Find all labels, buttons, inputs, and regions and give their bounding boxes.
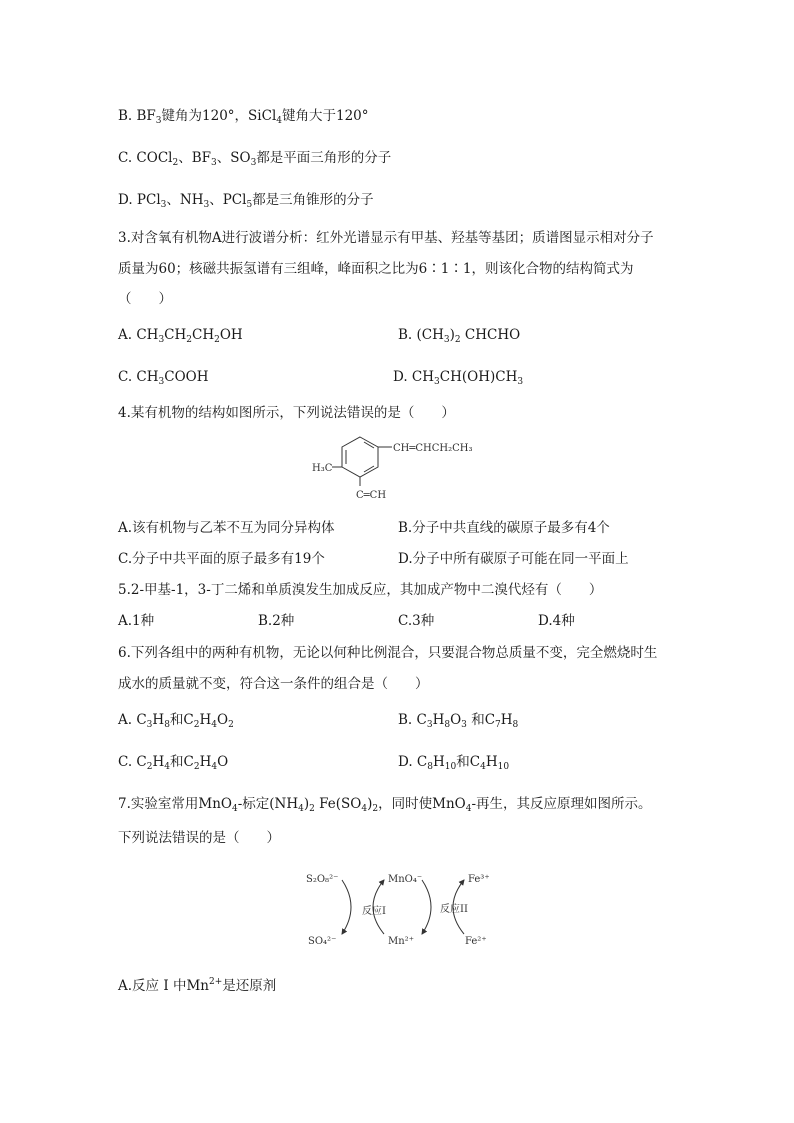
q4-stem: 4.某有机物的结构如图所示，下列说法错误的是（ ） (118, 405, 455, 421)
q4-option-b: B.分子中共直线的碳原子最多有4个 (398, 520, 610, 536)
q3-stem-line2: 质量为60；核磁共振氢谱有三组峰，峰面积之比为6∶1∶1，则该化合物的结构简式为 (118, 261, 634, 277)
q5-option-d: D.4种 (538, 613, 575, 629)
arc-mno4-to-mn2 (422, 880, 431, 934)
q7-option-a: A.反应 I 中$Mn^{2+}$是还原剂 (118, 977, 277, 994)
q7-reaction-diagram (300, 862, 510, 952)
q6-option-d: D. $C_8H_{10}$和$C_4H_{10}$ (398, 754, 510, 772)
substituent-left: H₃C (312, 463, 333, 474)
fe2-label: Fe²⁺ (465, 936, 487, 947)
substituent-right: CH═CHCH₂CH₃ (393, 443, 473, 454)
s2o8-label: S₂O₈²⁻ (306, 874, 339, 885)
fe3-label: Fe³⁺ (468, 874, 490, 885)
reaction-2-label: 反应II (440, 904, 468, 915)
mn2-label: Mn²⁺ (388, 936, 414, 947)
q4-structure-diagram (300, 432, 540, 512)
substituent-bottom: C═CH (356, 490, 387, 501)
q2-option-c: C. COCl$_2$、$BF_3$、$SO_3$都是平面三角形的分子 (118, 150, 392, 168)
q2-option-d: D. PCl$_3$、$NH_3$、PCl$_5$都是三角锥形的分子 (118, 192, 374, 210)
q3-option-d: D. $CH_3CH(OH)CH_3$ (393, 369, 524, 387)
q5-option-a: A.1种 (118, 613, 155, 629)
q2-option-b: B. $BF_3$键角为120°，SiCl$_4$键角大于120° (118, 108, 369, 126)
q5-option-c: C.3种 (398, 613, 435, 629)
q3-option-c: C. $CH_3COOH$ (118, 369, 209, 387)
q6-option-c: C. $C_2H_4$和$C_2H_4O$ (118, 754, 229, 772)
q6-stem-line1: 6.下列各组中的两种有机物，无论以何种比例混合，只要混合物总质量不变，完全燃烧时生 (118, 645, 658, 661)
benzene-ring (342, 437, 378, 477)
mno4-label: MnO₄⁻ (388, 874, 423, 885)
q5-stem: 5.2-甲基-1，3-丁二烯和单质溴发生加成反应，其加成产物中二溴代烃有（ ） (118, 582, 603, 598)
reaction-1-label: 反应I (362, 906, 386, 917)
q6-option-a: A. $C_3H_8$和$C_2H_4O_2$ (118, 712, 234, 730)
q4-option-a: A.该有机物与乙苯不互为同分异构体 (118, 520, 335, 536)
q3-stem-line3: （ ） (118, 291, 172, 307)
so4-label: SO₄²⁻ (308, 936, 337, 947)
q3-option-b: B. $(CH_3)_2$ CHCHO (398, 327, 521, 345)
q7-stem-line2: 下列说法错误的是（ ） (118, 830, 280, 846)
arc-s2o8-to-so4 (342, 880, 351, 934)
q5-option-b: B.2种 (258, 613, 295, 629)
q4-option-c: C.分子中共平面的原子最多有19个 (118, 551, 325, 567)
q4-option-d: D.分子中所有碳原子可能在同一平面上 (398, 551, 629, 567)
q7-stem-line1: 7.实验室常用MnO$_4$-标定$(NH_4)_2$ $Fe(SO_4)_2$，同时使MnO$_4$-再生，其反应原理如图所示。 (118, 796, 652, 814)
q3-option-a: A. $CH_3CH_2CH_2OH$ (118, 327, 243, 345)
q3-stem-line1: 3.对含氧有机物A进行波谱分析：红外光谱显示有甲基、羟基等基团；质谱图显示相对分子 (118, 230, 654, 246)
q6-option-b: B. $C_3H_8O_3$ 和$C_7H_8$ (398, 712, 519, 730)
q6-stem-line2: 成水的质量就不变，符合这一条件的组合是（ ） (118, 676, 429, 692)
